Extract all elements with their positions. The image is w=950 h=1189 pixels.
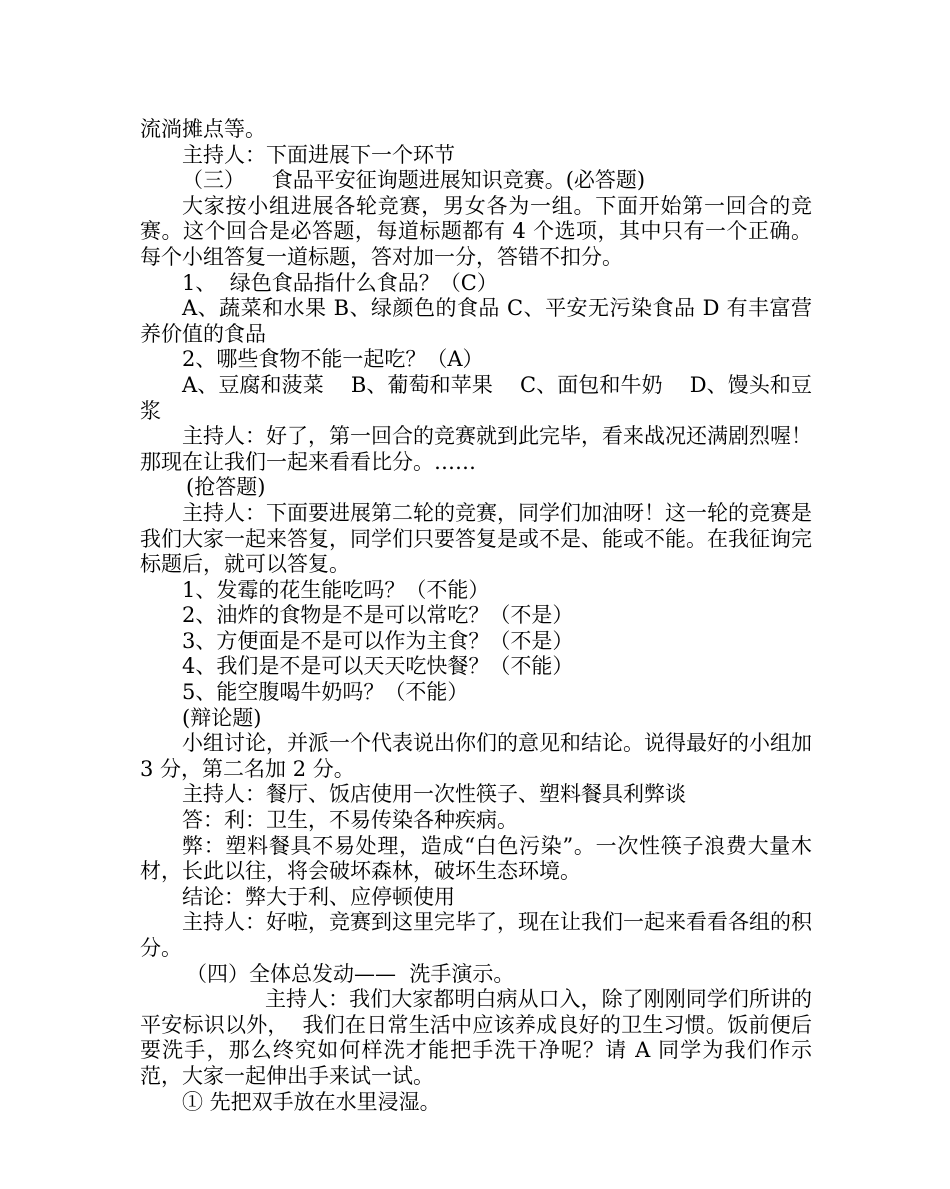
question-item: 3、方便面是不是可以作为主食？（不是） [182,628,574,653]
paragraph: 主持人：下面要进展第二轮的竞赛，同学们加油呀！这一轮的竞赛是我们大家一起来答复，同学们只要答复是或不是、能或不能。在我征询完标题后，就可以答复。 [140,500,812,577]
paragraph: 主持人：下面进展下一个环节 [182,142,455,167]
section-heading: (抢答题) [186,475,266,500]
question-item: 1、发霉的花生能吃吗？（不能） [182,577,490,602]
paragraph: 主持人：我们大家都明白病从口入，除了刚刚同学们所讲的平安标识以外， 我们在日常生活中应该养成良好的卫生习惯。饭前便后要洗手，那么终究如何样洗才能把手洗干净呢？请 A 同学为我们作示范，大家一起伸出手来试一试。 [140,987,812,1088]
paragraph: 小组讨论，并派一个代表说出你们的意见和结论。说得最好的小组加 3 分，第二名加 2 分。 [140,731,819,781]
section-heading: (辩论题) [182,705,262,730]
paragraph: 大家按小组进展各轮竞赛，男女各为一组。下面开始第一回合的竞赛。这个回合是必答题，每道标题都有 4 个选项，其中只有一个正确。每个小组答复一道标题，答对加一分，答错不扣分。 [140,193,812,269]
paragraph: 结论：弊大于利、应停顿使用 [182,884,455,909]
paragraph: 答：利：卫生，不易传染各种疾病。 [182,808,518,833]
paragraph: 主持人：好了，第一回合的竞赛就到此完毕，看来战况还满剧烈喔！那现在让我们一起来看看比分。…… [140,424,812,474]
question-item: 5、能空腹喝牛奶吗？（不能） [182,680,469,705]
question-item: 2、油炸的食物是不是可以常吃？（不是） [182,603,574,628]
section-heading: （四）全体总发动—— 洗手演示。 [186,961,515,986]
question-item: 4、我们是不是可以天天吃快餐？（不能） [182,654,574,679]
answer-options: A、豆腐和菠菜 B、葡萄和苹果 C、面包和牛奶 D、馒头和豆浆 [140,372,812,423]
paragraph: 流淌摊点等。 [140,117,266,141]
paragraph: 主持人：好啦，竞赛到这里完毕了，现在让我们一起来看看各组的积分。 [140,910,812,960]
document-body [140,117,819,1115]
paragraph: 弊：塑料餐具不易处理，造成“白色污染”。一次性筷子浪费大量木材，长此以往，将会破坏森林，破坏生态环境。 [140,833,812,884]
question-item: 2、哪些食物不能一起吃？（A） [182,347,484,372]
section-heading: （三） 食品平安征询题进展知识竞赛。(必答题) [182,168,646,193]
answer-options: A、蔬菜和水果 B、绿颜色的食品 C、平安无污染食品 D 有丰富营养价值的食品 [140,296,812,346]
paragraph: 主持人：餐厅、饭店使用一次性筷子、塑料餐具利弊谈 [182,782,686,807]
step-item: ① 先把双手放在水里浸湿。 [182,1089,441,1114]
question-item: 1、 绿色食品指什么食品？（C） [182,270,498,295]
